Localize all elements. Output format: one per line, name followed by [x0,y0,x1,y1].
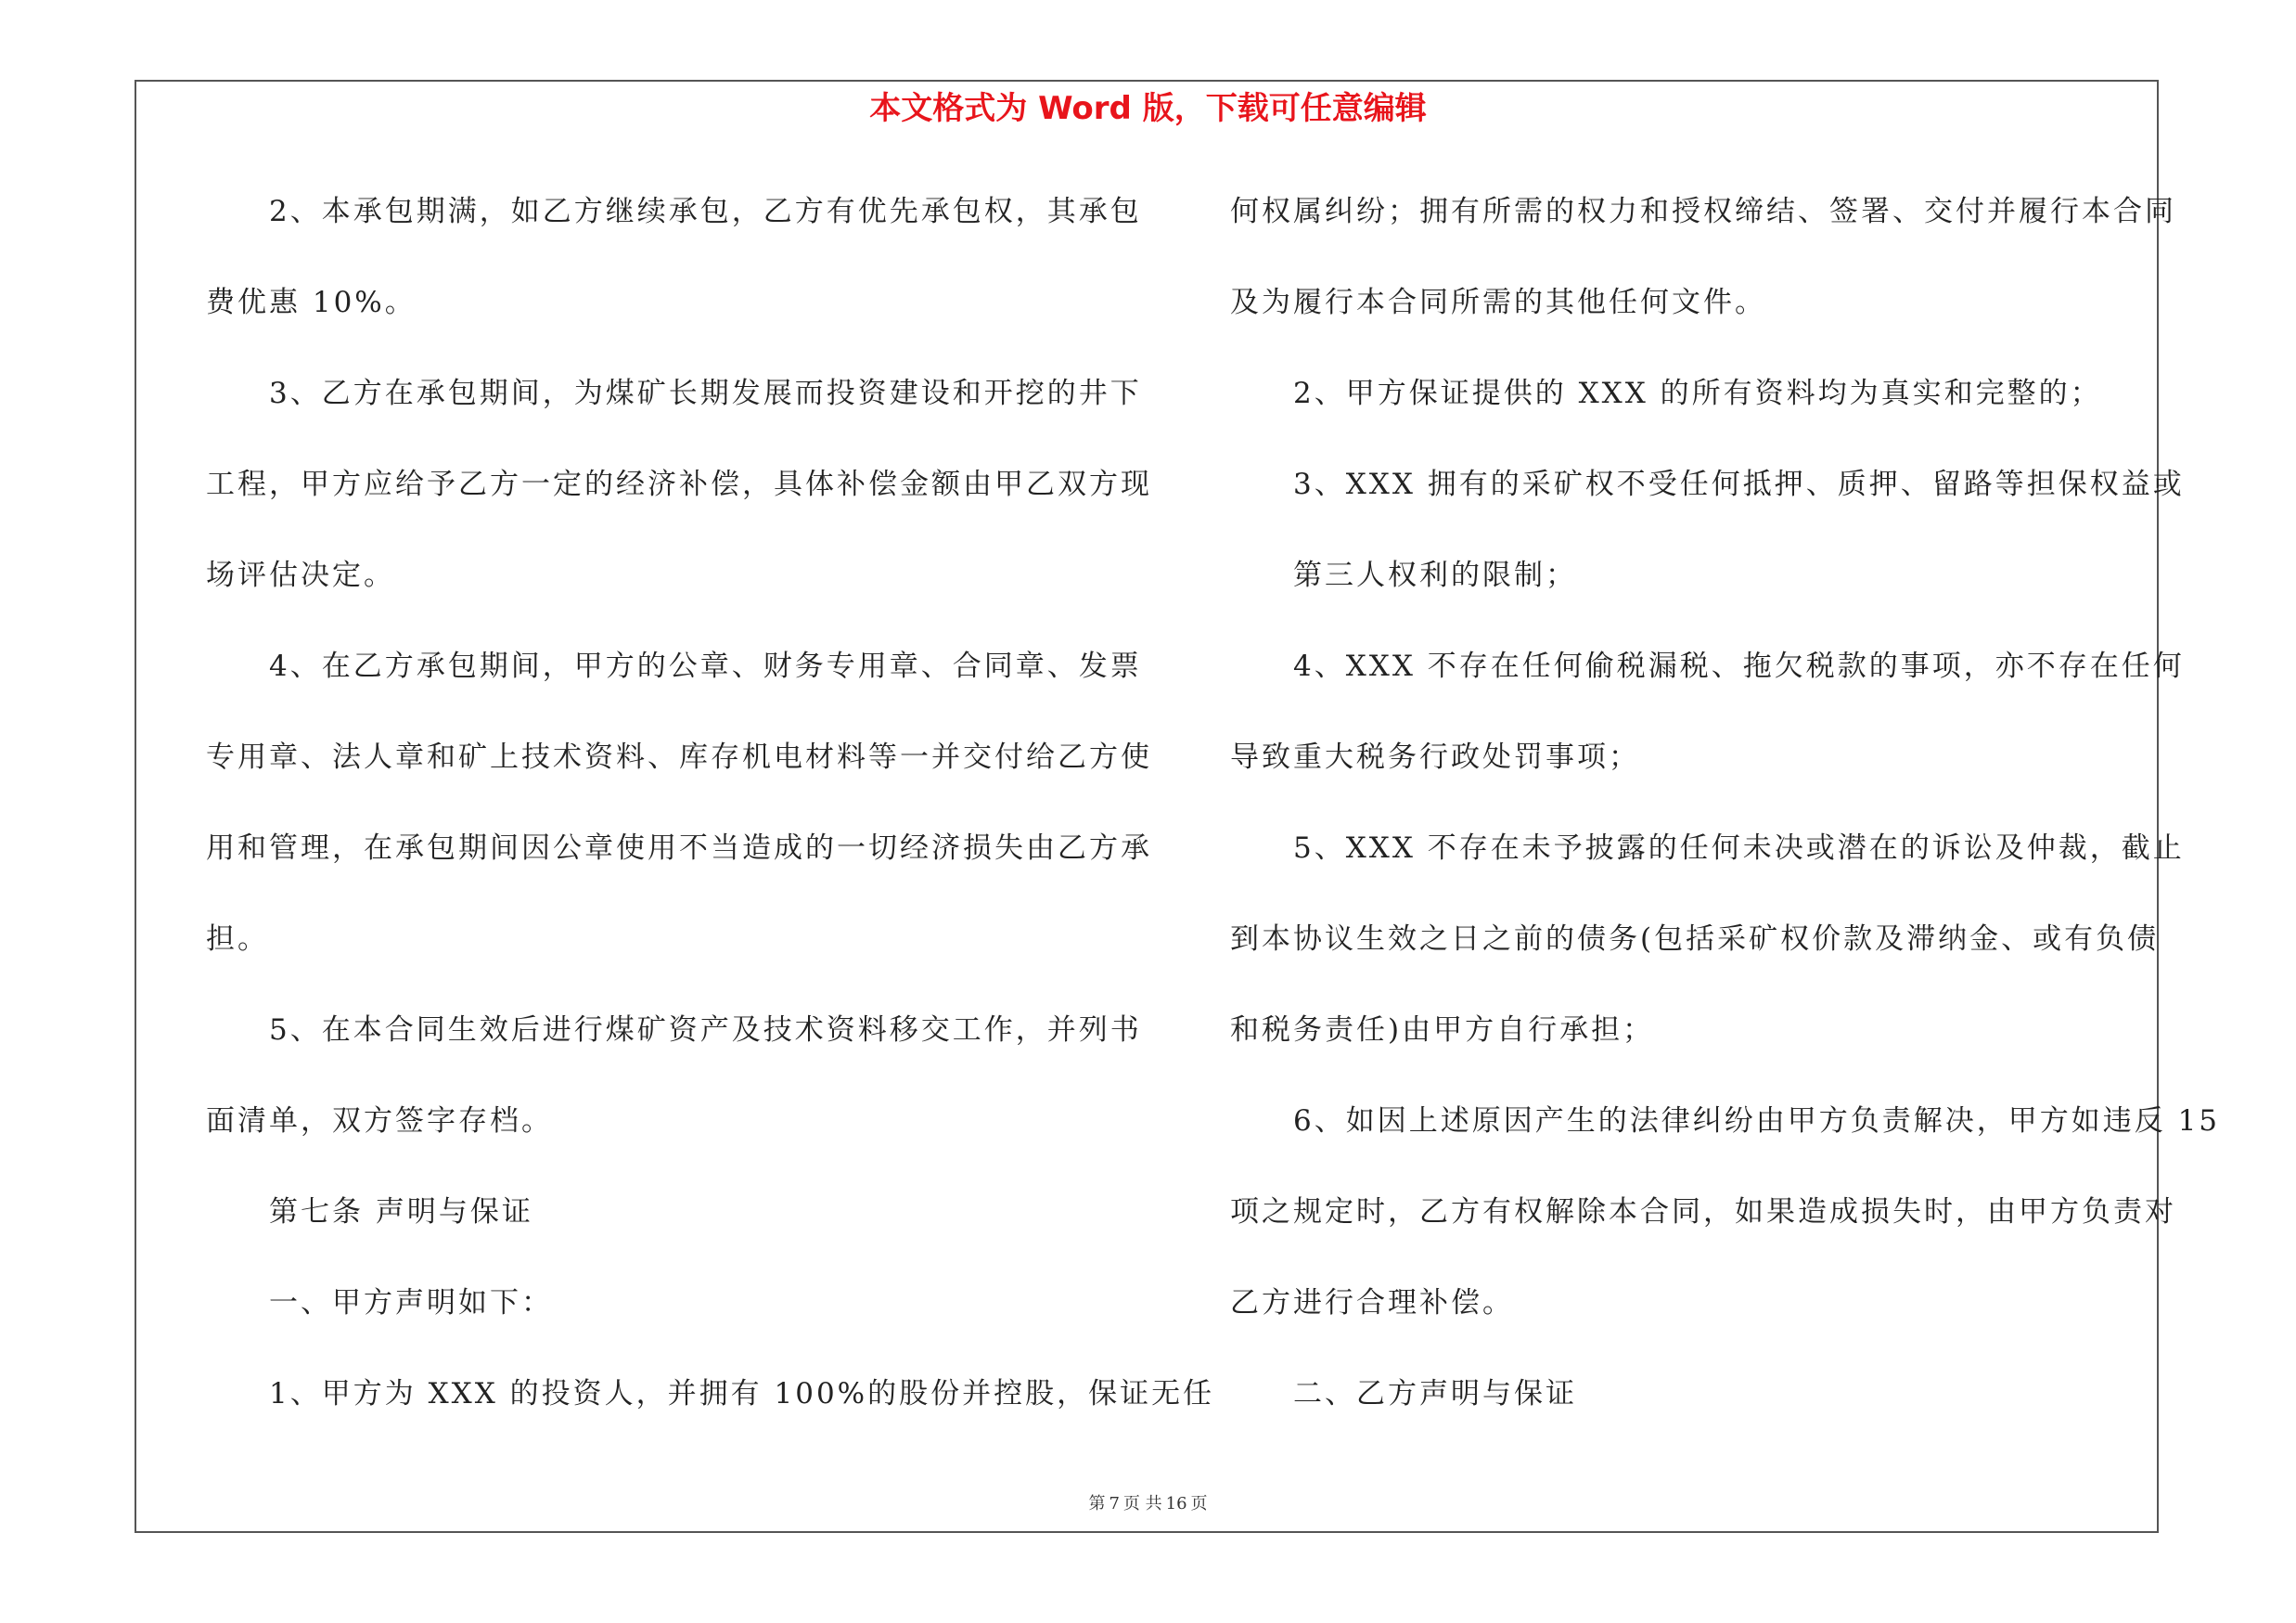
paragraph-line: 工程，甲方应给予乙方一定的经济补偿，具体补偿金额由甲乙双方现 [206,468,1152,501]
paragraph-line: 项之规定时，乙方有权解除本合同，如果造成损失时，由甲方负责对 [1230,1195,2176,1229]
paragraph-line: 何权属纠纷；拥有所需的权力和授权缔结、签署、交付并履行本合同 [1230,195,2176,228]
paragraph-line: 5、XXX 不存在未予披露的任何未决或潜在的诉讼及仲裁，截止 [1293,831,2185,865]
paragraph-line: 4、XXX 不存在任何偷税漏税、拖欠税款的事项，亦不存在任何 [1293,650,2185,683]
current-page-number: 7 [1109,1494,1120,1514]
format-banner: 本文格式为 Word 版，下载可任意编辑 [869,90,1427,127]
paragraph-line: 场评估决定。 [206,559,395,592]
section-heading: 第七条 声明与保证 [269,1195,533,1229]
paragraph-line: 乙方进行合理补偿。 [1230,1286,1514,1320]
page-label-mid: 页 共 [1122,1494,1162,1514]
paragraph-line: 担。 [206,922,269,956]
paragraph-line: 2、本承包期满，如乙方继续承包，乙方有优先承包权，其承包 [269,195,1142,228]
paragraph-line: 3、XXX 拥有的采矿权不受任何抵押、质押、留路等担保权益或 [1293,468,2185,501]
paragraph-line: 1、甲方为 XXX 的投资人，并拥有 100%的股份并控股，保证无任 [269,1377,1215,1410]
right-column [1230,184,2221,1457]
paragraph-line: 3、乙方在承包期间，为煤矿长期发展而投资建设和开挖的井下 [269,377,1142,410]
subsection-heading: 二、乙方声明与保证 [1293,1377,1577,1410]
paragraph-line: 5、在本合同生效后进行煤矿资产及技术资料移交工作，并列书 [269,1013,1142,1047]
paragraph-line: 面清单，双方签字存档。 [206,1104,553,1138]
total-pages-number: 16 [1165,1494,1187,1514]
paragraph-line: 第三人权利的限制； [1293,559,1577,592]
paragraph-line: 2、甲方保证提供的 XXX 的所有资料均为真实和完整的； [1293,377,2102,410]
paragraph-line: 及为履行本合同所需的其他任何文件。 [1230,286,1766,319]
page-label-suffix: 页 [1190,1494,1208,1514]
paragraph-line: 到本协议生效之日之前的债务(包括采矿权价款及滞纳金、或有负债 [1230,922,2160,956]
paragraph-line: 用和管理，在承包期间因公章使用不当造成的一切经济损失由乙方承 [206,831,1152,865]
paragraph-line: 4、在乙方承包期间，甲方的公章、财务专用章、合同章、发票 [269,650,1142,683]
subsection-heading: 一、甲方声明如下： [269,1286,553,1320]
paragraph-line: 6、如因上述原因产生的法律纠纷由甲方负责解决，甲方如违反 15 [1293,1104,2221,1138]
paragraph-line: 和税务责任)由甲方自行承担； [1230,1013,1655,1047]
paragraph-line: 专用章、法人章和矿上技术资料、库存机电材料等一并交付给乙方使 [206,741,1152,774]
page-label-prefix: 第 [1088,1494,1106,1514]
paragraph-line: 导致重大税务行政处罚事项； [1230,741,1640,774]
left-column [206,184,1215,1457]
page-footer [0,1490,2296,1518]
paragraph-line: 费优惠 10%。 [206,286,417,319]
